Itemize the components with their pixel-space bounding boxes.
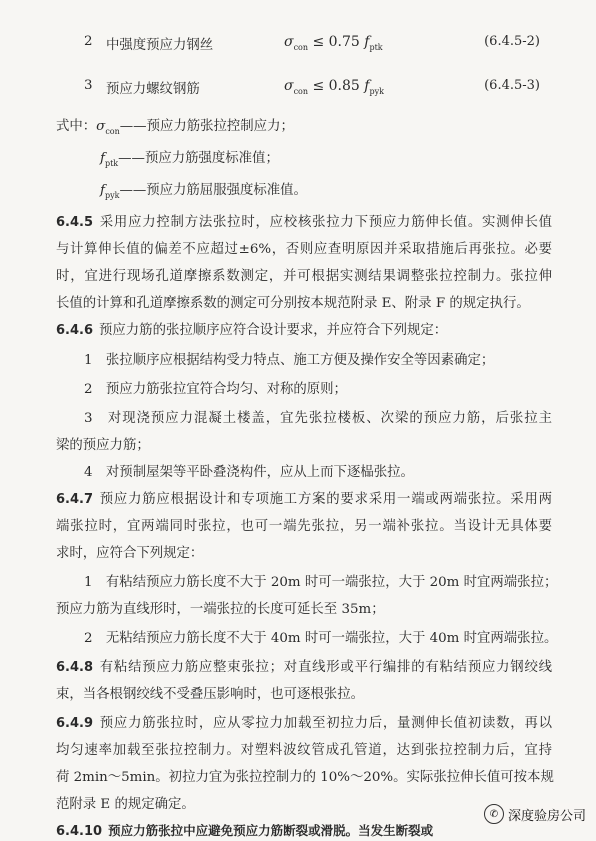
clause-number: 6.4.10 <box>56 824 103 839</box>
formula-6-4-5-3 <box>84 78 552 98</box>
clause-6-4-5-line-4: 长值的计算和孔道摩擦系数的测定可分别按本规范附录 E、附录 F 的规定执行。 <box>56 296 530 311</box>
clause-6-4-6-item-3: 3 对现浇预应力混凝土楼盖，宜先张拉楼板、次梁的预应力筋，后张拉主 <box>84 411 552 426</box>
clause-6-4-7-line-3: 求时，应符合下列规定： <box>56 546 204 561</box>
clause-number: 6.4.7 <box>56 492 94 507</box>
clause-6-4-8-line-2: 束，当各根钢绞线不受叠压影响时，也可逐根张拉。 <box>56 687 364 702</box>
clause-6-4-5-line-3: 时，宜进行现场孔道摩擦系数测定，并可根据实测结果调整张拉控制力。张拉伸 <box>56 269 552 284</box>
formula-item-number: 2 <box>84 34 93 49</box>
clause-number: 6.4.8 <box>56 660 94 675</box>
clause-number: 6.4.5 <box>56 215 94 230</box>
clause-6-4-7-line-1: 6.4.7 预应力筋应根据设计和专项施工方案的要求采用一端或两端张拉。采用两 <box>56 492 552 507</box>
formula-item-name: 中强度预应力钢丝 <box>106 38 214 53</box>
clause-6-4-9-line-1: 6.4.9 预应力筋张拉时，应从零拉力加载至初拉力后，量测伸长值初读数，再以 <box>56 716 552 731</box>
clause-6-4-7-item-2: 2 无粘结预应力筋长度不大于 40m 时可一端张拉，大于 40m 时宜两端张拉。 <box>84 631 558 646</box>
clause-6-4-6-line-1: 6.4.6 预应力筋的张拉顺序应符合设计要求，并应符合下列规定： <box>56 323 448 338</box>
formula-item-name: 预应力螺纹钢筋 <box>106 82 200 97</box>
clause-6-4-5-line-1: 6.4.5 采用应力控制方法张拉时，应校核张拉力下预应力筋伸长值。实测伸长值 <box>56 215 552 230</box>
equation-number: (6.4.5-3) <box>484 78 540 93</box>
formula-expression: $\sigma_{con} \le 0.85$ $f_{pyk}$ <box>284 78 384 96</box>
watermark-text: 深度验房公司 <box>507 808 586 824</box>
watermark <box>480 803 590 825</box>
clause-6-4-8-line-1: 6.4.8 有粘结预应力筋应整束张拉；对直线形或平行编排的有粘结预应力钢绞线 <box>56 660 552 675</box>
clause-6-4-9-line-2: 均匀速率加载至张拉控制力。对塑料波纹管成孔管道，达到张拉控制力后，宜持 <box>56 743 552 758</box>
where-line-2: $f_{ptk}——$预应力筋强度标准值； <box>100 151 279 168</box>
clause-6-4-7-item-1: 1 有粘结预应力筋长度不大于 20m 时可一端张拉，大于 20m 时宜两端张拉； <box>84 575 558 590</box>
clause-6-4-7-line-2: 端张拉时，宜两端同时张拉，也可一端先张拉，另一端补张拉。当设计无具体要 <box>56 519 552 534</box>
clause-6-4-9-line-3: 荷 2min～5min。初拉力宜为张拉控制力的 10%～20%。实际张拉伸长值可按本规 <box>56 770 554 785</box>
clause-number: 6.4.9 <box>56 716 94 731</box>
clause-6-4-6-item-1: 1 张拉顺序应根据结构受力特点、施工方便及操作安全等因素确定； <box>84 353 495 368</box>
clause-6-4-9-line-4: 范附录 E 的规定确定。 <box>56 797 195 812</box>
clause-number: 6.4.6 <box>56 323 94 338</box>
formula-6-4-5-2 <box>84 34 552 54</box>
clause-6-4-6-item-3-cont: 梁的预应力筋； <box>56 438 150 453</box>
clause-6-4-7-item-1-cont: 预应力筋为直线形时，一端张拉的长度可延长至 35m； <box>56 602 385 617</box>
formula-item-number: 3 <box>84 78 93 93</box>
clause-6-4-6-item-2: 2 预应力筋张拉宜符合均匀、对称的原则； <box>84 382 347 397</box>
equation-number: (6.4.5-2) <box>484 34 540 49</box>
clause-6-4-5-line-2: 与计算伸长值的偏差不应超过±6%，否则应查明原因并采取措施后再张拉。必要 <box>56 242 552 257</box>
wechat-icon: ✆ <box>484 804 504 824</box>
clause-6-4-6-item-4: 4 对预制屋架等平卧叠浇构件，应从上而下逐榀张拉。 <box>84 465 414 480</box>
formula-expression: $\sigma_{con} \le 0.75$ $f_{ptk}$ <box>284 34 383 52</box>
where-line-1: 式中：$\sigma_{con}——$预应力筋张拉控制应力； <box>56 119 294 136</box>
clause-6-4-10-line-1: 6.4.10 预应力筋张拉中应避免预应力筋断裂或滑脱。当发生断裂或 <box>56 823 434 839</box>
where-line-3: $f_{pyk}——$预应力筋屈服强度标准值。 <box>100 183 307 200</box>
